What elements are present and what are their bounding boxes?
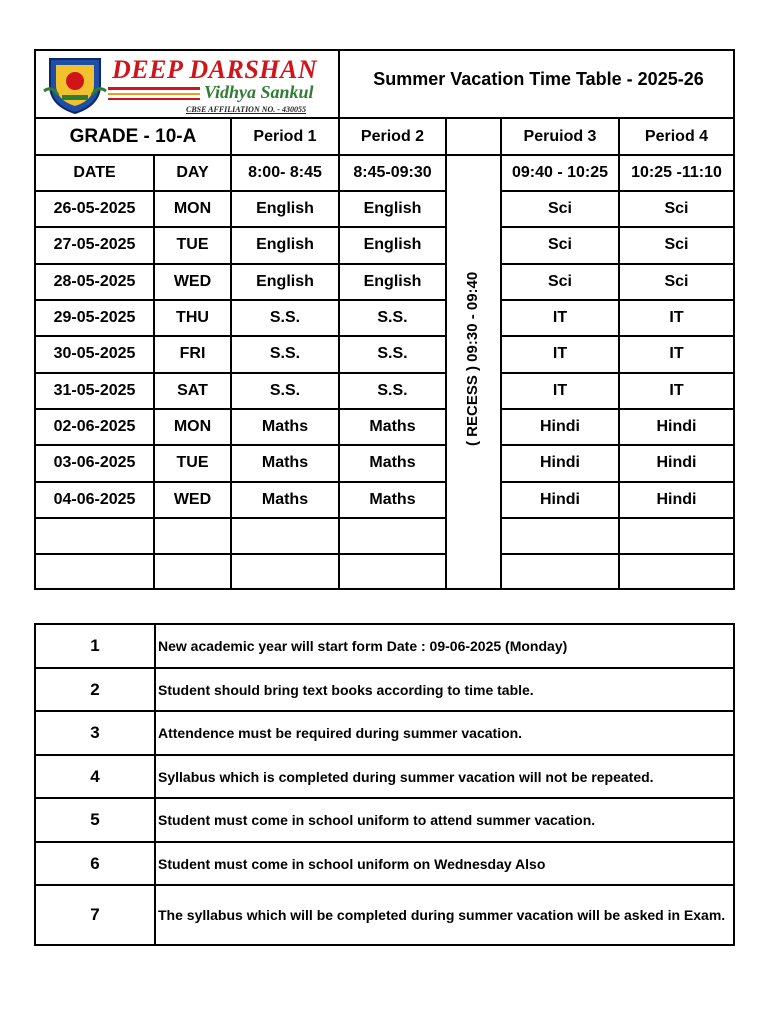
table-cell-day: MON bbox=[173, 200, 212, 217]
table-cell-day bbox=[155, 555, 230, 589]
table-cell-p1: English bbox=[256, 236, 314, 253]
table-cell-p4: Hindi bbox=[656, 491, 697, 508]
table-cell-p3: IT bbox=[552, 345, 568, 362]
time-header: 10:25 -11:10 bbox=[631, 164, 722, 181]
table-cell-p1 bbox=[232, 555, 338, 589]
table-cell-p2: S.S. bbox=[377, 309, 408, 326]
time-header: 8:00- 8:45 bbox=[248, 164, 322, 181]
logo-swoosh bbox=[108, 93, 200, 95]
table-cell-date: 04-06-2025 bbox=[53, 491, 136, 508]
page-title: Summer Vacation Time Table - 2025-26 bbox=[373, 69, 704, 89]
period-header: Period 2 bbox=[360, 127, 425, 145]
table-cell-p4: Sci bbox=[664, 200, 689, 217]
note-text: Student must come in school uniform on Wednesday Also bbox=[158, 855, 546, 872]
table-cell-date: 29-05-2025 bbox=[53, 309, 136, 326]
table-cell-p3: Hindi bbox=[540, 491, 580, 508]
note-text: Student should bring text books according to time table. bbox=[158, 681, 534, 698]
table-cell-date bbox=[36, 555, 153, 589]
table-cell-p2: English bbox=[363, 236, 422, 253]
table-cell-p2: S.S. bbox=[377, 345, 408, 362]
table-cell-p4: Hindi bbox=[656, 418, 697, 435]
table-cell-day: TUE bbox=[176, 236, 209, 253]
table-cell-p4: Sci bbox=[664, 236, 689, 253]
table-cell-p3: IT bbox=[552, 309, 568, 326]
table-cell-p4: IT bbox=[669, 309, 684, 326]
table-cell-p3: IT bbox=[552, 382, 568, 399]
table-cell-p1: Maths bbox=[261, 491, 309, 508]
note-number: 7 bbox=[90, 905, 100, 924]
table-cell-p2: English bbox=[363, 273, 422, 290]
table-cell-p2: Maths bbox=[369, 491, 416, 508]
table-cell-p2 bbox=[340, 555, 445, 589]
school-crest-icon bbox=[42, 55, 108, 115]
table-cell-p3: Hindi bbox=[540, 454, 580, 471]
logo-subtitle: Vidhya Sankul bbox=[204, 82, 314, 102]
table-cell-date: 27-05-2025 bbox=[53, 236, 136, 253]
table-cell-day: WED bbox=[173, 491, 212, 508]
table-cell-p4: Hindi bbox=[656, 454, 697, 471]
school-logo bbox=[38, 53, 338, 117]
table-cell-p1: S.S. bbox=[269, 345, 301, 362]
table-cell-p1 bbox=[232, 519, 338, 553]
recess-label: ( RECESS ) 09:30 - 09:40 bbox=[464, 271, 481, 446]
timetable bbox=[34, 49, 735, 590]
period-header: Period 1 bbox=[253, 127, 317, 145]
table-cell-p3: Sci bbox=[547, 200, 572, 217]
table-cell-p3: Sci bbox=[547, 236, 572, 253]
period-header: Peruiod 3 bbox=[523, 127, 597, 145]
table-cell-date: 03-06-2025 bbox=[53, 454, 136, 471]
table-cell-day: MON bbox=[173, 418, 212, 435]
table-cell-date bbox=[36, 519, 153, 553]
note-number: 4 bbox=[90, 766, 100, 786]
table-cell-day: SAT bbox=[177, 382, 208, 399]
table-cell-p2 bbox=[340, 519, 445, 553]
table-cell-p3 bbox=[502, 555, 618, 589]
note-number: 3 bbox=[90, 723, 100, 742]
table-cell-p4 bbox=[620, 555, 733, 589]
note-text: The syllabus which will be completed during summer vacation will be asked in Exam. bbox=[158, 907, 726, 923]
table-cell-p4 bbox=[620, 519, 733, 553]
note-text: Syllabus which is completed during summer vacation will not be repeated. bbox=[158, 768, 654, 785]
table-cell-day: THU bbox=[176, 309, 209, 326]
note-text: New academic year will start form Date : 09-06-2025 (Monday) bbox=[158, 638, 568, 654]
table-cell-date: 02-06-2025 bbox=[53, 418, 136, 435]
notes-table bbox=[34, 623, 735, 946]
table-cell-p2: English bbox=[363, 200, 422, 217]
table-cell-p4: IT bbox=[669, 345, 684, 362]
logo-swoosh bbox=[108, 98, 200, 100]
table-cell-date: 28-05-2025 bbox=[53, 273, 136, 290]
note-number: 1 bbox=[90, 636, 100, 655]
table-cell-day: TUE bbox=[176, 454, 209, 471]
table-cell-p1: Maths bbox=[261, 454, 309, 471]
table-cell-p4: Sci bbox=[664, 273, 689, 290]
table-cell-p3: Hindi bbox=[540, 418, 580, 435]
table-cell-p2: Maths bbox=[369, 418, 416, 435]
logo-title: DEEP DARSHAN bbox=[112, 55, 318, 84]
logo-affiliation: CBSE AFFILIATION NO. - 430055 bbox=[186, 105, 306, 114]
time-header: 09:40 - 10:25 bbox=[511, 164, 609, 181]
table-cell-p1: English bbox=[256, 273, 314, 290]
note-text: Student must come in school uniform to attend summer vacation. bbox=[158, 812, 596, 828]
table-cell-p1: Maths bbox=[261, 418, 309, 435]
table-cell-day bbox=[155, 519, 230, 553]
note-number: 5 bbox=[90, 810, 100, 829]
table-cell-date: 26-05-2025 bbox=[53, 200, 136, 217]
grade-label: GRADE - 10-A bbox=[69, 125, 197, 147]
table-cell-p3: Sci bbox=[547, 273, 572, 290]
table-cell-p1: S.S. bbox=[269, 382, 301, 399]
table-cell-p2: S.S. bbox=[377, 382, 408, 399]
note-text: Attendence must be required during summer vacation. bbox=[158, 725, 523, 741]
table-cell-day: WED bbox=[173, 273, 212, 290]
day-header: DAY bbox=[176, 164, 209, 181]
table-cell-p2: Maths bbox=[369, 454, 416, 471]
table-cell-p3 bbox=[502, 519, 618, 553]
table-cell-p1: English bbox=[256, 200, 314, 217]
table-cell-date: 30-05-2025 bbox=[53, 345, 136, 362]
period-header: Period 4 bbox=[644, 127, 709, 145]
table-cell-date: 31-05-2025 bbox=[53, 382, 136, 399]
time-header: 8:45-09:30 bbox=[353, 164, 432, 181]
table-cell-p1: S.S. bbox=[269, 309, 301, 326]
date-header: DATE bbox=[73, 164, 116, 181]
note-number: 6 bbox=[90, 853, 100, 873]
note-number: 2 bbox=[90, 679, 100, 699]
table-cell-day: FRI bbox=[179, 345, 206, 362]
table-cell-p4: IT bbox=[669, 382, 684, 399]
logo-swoosh bbox=[108, 87, 200, 90]
